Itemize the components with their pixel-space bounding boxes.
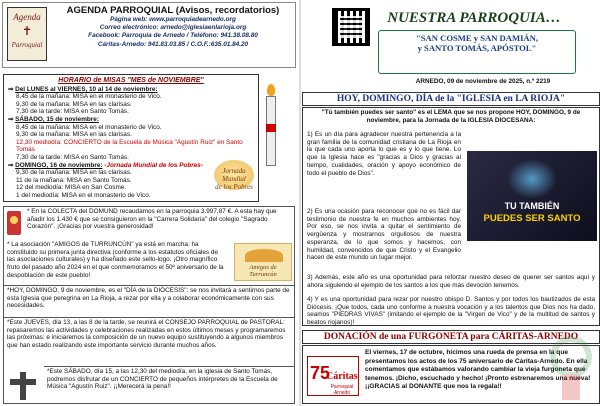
jornada-pobres-logo: [214, 160, 254, 190]
mass-section-weekdays: [8, 86, 254, 94]
qr-code-icon[interactable]: [332, 8, 370, 46]
mass-section-saturday: [8, 116, 254, 124]
candle-icon: [264, 84, 278, 170]
bulletin-title: NUESTRA PARROQUIA…: [387, 10, 561, 26]
donation-text: El viernes, 17 de octubre, hicimos una rueda de prensa en la que presentamos los actos de los 75 aniversario de Cáritas-Arnedo. En ella comentamos que estábamos valorando cambiar la vieja furgoneta que tenemos. ¡Dicho, escuchado y hecho! ¡Pronto estrenaremos una nueva! ¡¡GRACIAS al DONANTE que nos la regala!!: [365, 349, 591, 391]
article-title: HOY, DOMINGO, DÍA de la "IGLESIA en LA RIOJA": [302, 92, 600, 106]
turruncun-logo: [234, 243, 292, 281]
cross-icon: ✝: [21, 24, 33, 38]
article-paragraph-1: 1) Es un día para agradecer nuestra pertenencia a la gran familia de la comunidad cristiana de La Rioja en la que cada uno aporta lo que es y lo que tiene. Lo que la Iglesia hace es "gracias a Dios y gracias al tiempo, cualidades, oración y apoyo económico de todo el pueblo de Dios".: [307, 131, 461, 177]
agenda-logo: [7, 7, 47, 61]
article-paragraph-2: 2) Es una ocasión para reconocer que no es fácil dar testimonio de nuestra fe en muchos ambientes hoy. Por eso, se nos invita a quitar el sentimiento de vergüenza y mostrarnos orgullosos de nuestra esperanza, de lo que somos y hacemos, con humildad, convencidos de que Cristo y el Evangelio hacen de este mundo un lugar mejor.: [307, 208, 461, 262]
jornada-pobres-label: -Jornada Mundial de los Pobres-: [102, 161, 203, 169]
website-line[interactable]: Página web: www.parroquiadearnedo.org: [110, 16, 236, 23]
article-paragraph-4: 4) Y es una oportunidad para rezar por nuestro obispo D. Santos y por todos los bautizados de esta Diócesis. ¡Que todos, cada uno conforme a nuestra vocación y a los talentos que Dios nos ha dado, seamos "PIEDRAS VIVAS" (imitando el ejemplo de la "Virgen de Vico" y de la multitud de santos y beatos riojanos)!: [307, 296, 595, 327]
parish-names-box: [378, 30, 576, 74]
mass-schedule-heading: HORARIO de MISAS "MES de NOVIEMBRE": [58, 77, 204, 84]
logo-text-parroquial: Parroquial: [11, 41, 43, 49]
poster-text: PUEDES SER SANTO: [483, 213, 581, 224]
mass-line: 9,30 de la mañana: MISA en las clarisas.: [16, 100, 132, 108]
logo-text-agenda: Agenda: [13, 12, 41, 22]
caritas-logo-number: 75: [310, 363, 331, 383]
diocese-poster: [467, 151, 597, 241]
concert-line: 12,30 mediodía: CONCIERTO de la Escuela de Música "Agustín Ruiz" en Santo Tomás: [16, 138, 243, 154]
donation-title-a: DONACIÓN de una: [323, 332, 409, 342]
mass-line: 8,45 de la mañana: MISA en el monasterio de Vico.: [16, 93, 162, 101]
article-paragraph-3: 3) Además, este año es una oportunidad para reforzar nuestro deseo de querer ser santos aquí y ahora siguiendo el ejemplo de los santos a los que más devoción tenemos.: [307, 274, 595, 289]
turruncun-logo-text: Amigos de Turruncún: [249, 264, 277, 278]
left-page: [0, 0, 298, 406]
caritas-logo-name: Cáritas: [326, 371, 358, 382]
jmi-text: de los Pobres: [215, 183, 253, 191]
caritas-logo-sub: Parroquial Arnedo: [330, 384, 354, 396]
poster-text: TU TAMBIÉN: [504, 201, 560, 211]
mass-line: 9,30 de la mañana: MISA en las clarisas.: [16, 169, 132, 177]
notice-pastoral-council: *Este JUEVES, día 13, a las 8 de la tarde, se reunirá el CONSEJO PARROQUIAL de PASTORAL: repasaremos las actividades y celebraciones realizadas en estos últimos meses y programaremos las próximas: e iniciaremos la composición de un nuevo equipo sustituyendo a algunos miembros que han estado realizando este importante servicio durante muchos años.: [4, 317, 294, 351]
domund-icon: [7, 211, 21, 235]
mass-line: 7,30 de la tarde: MISA en Santo Tomás.: [16, 153, 129, 161]
parish-name-line: y SANTO TOMÁS, APÓSTOL": [417, 43, 537, 54]
page-fold: [299, 0, 301, 406]
section-title: DOMINGO, 16 de noviembre:: [15, 161, 103, 169]
article-lead: "Tú también puedes ser santo" es el LEMA que se nos propone HOY, DOMINGO, 9 de noviembre, para la Jornada de la IGLESIA DIOCESANA:: [321, 109, 581, 124]
cross-icon: [8, 372, 38, 400]
mass-line: 8,45 de la mañana: MISA en el monasterio de Vico.: [16, 123, 162, 131]
mass-line: 11 de la mañana: MISA en Santo Tomás.: [16, 176, 132, 184]
notice-diocese-day: *HOY, DOMINGO, 9 de noviembre, es el "DÍA de la DIÓCESIS": se nos invitará a sentirnos parte de esta Iglesia que peregrina en La Rioja, a rezar por ella y a colaborar económicamente con sus necesidades.: [4, 285, 294, 311]
section-title: Del LUNES al VIERNES, 10 al 14 de noviembre:: [15, 85, 158, 93]
agenda-header: [2, 2, 296, 68]
parish-name-line: "SAN COSME y SAN DAMIÁN,: [416, 33, 538, 43]
agenda-title: AGENDA PARROQUIAL (Avisos, recordatorios): [66, 5, 280, 16]
notices-box: [3, 206, 295, 404]
facebook-line: Facebook: Parroquia de Arnedo / Teléfono: 941.38.08.80: [88, 32, 258, 40]
notice-domund: * En la COLECTA del DOMUND recaudamos en la parroquia 3.997,87 €. A esta hay que añadir los 1.430 € que se consiguieron en la "Carrera Solidaria" del colegio "Sagrado Corazón". ¡Gracias por vuestra generosidad!: [27, 208, 277, 231]
donation-title-b: FURGONETA para CÁRITAS-ARNEDO: [408, 332, 579, 342]
article-body: [302, 107, 600, 326]
notice-concert: *Este SÁBADO, día 15, a las 12,30 del mediodía, en la iglesia de Santo Tomás, podremos disfrutar de un CONCIERTO de pequeños intérpretes de la Escuela de Música "Agustín Ruiz". ¡¡Merecerá la pena!!: [44, 366, 294, 392]
mass-line: 7,30 de la tarde: MISA en Santo Tomás.: [16, 108, 129, 116]
email-line[interactable]: Correo electrónico: arnedo@iglesiaenlarioja.org: [99, 24, 247, 32]
notice-turruncun: * La asociación "AMIGOS de TURRUNCÚN" ya está en marcha: ha constituido su primera junta directiva (conforme a los estatutos oficiales de las asociaciones culturales) y ha diseñado este sello-logo. ¡Otro magnífico fruto del pasado año 2024 en el que conmemoramos el 50º aniversario de la despoblación de este pueblo!: [7, 241, 224, 279]
mass-line: 9,30 de la mañana: MISA en las clarisas.: [16, 131, 132, 139]
section-title: SÁBADO, 15 de noviembre:: [15, 115, 99, 123]
watermark-logo: [542, 330, 600, 404]
mass-line: 1 del mediodía: MISA en el monasterio de Vico.: [16, 191, 151, 199]
arrow-icon: ⇒: [8, 85, 14, 93]
caritas-phone-line: Cáritas-Arnedo: 941.83.03.85 / C.O.F.:635.01.84.20: [97, 40, 249, 48]
article-paragraph-2a: [307, 208, 461, 262]
mass-line: 12 del mediodía: MISA en San Cosme.: [16, 184, 127, 192]
caritas-logo: [307, 356, 359, 396]
arrow-icon: ⇒: [8, 115, 14, 123]
jmi-text: Jornada Mundial: [222, 167, 246, 183]
right-page: [302, 0, 600, 406]
arrow-icon: ⇒: [8, 161, 14, 169]
edition-line: ARNEDO, 09 de noviembre de 2025, n.º 2219: [415, 78, 551, 85]
